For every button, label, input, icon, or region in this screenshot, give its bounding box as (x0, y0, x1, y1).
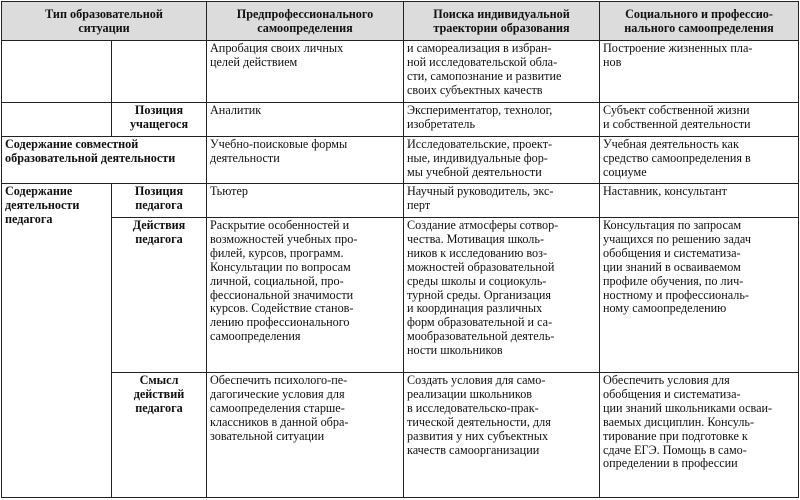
cell-line: Построение жизненных пла- (603, 41, 753, 55)
table-row (2, 137, 799, 184)
cell-line: ной исследовательской обла- (407, 54, 558, 69)
cell-line: Обеспечить условия для (603, 373, 730, 387)
header-pre-line: Предпрофессионального (236, 7, 374, 22)
cell-line: Консультация по запросам (603, 218, 742, 232)
header-social-line: нального самоопределения (624, 20, 774, 35)
cell-line: развития у них субъектных (407, 428, 549, 443)
social-cell (600, 41, 799, 103)
cell-line: фессиональной значимости (210, 287, 354, 302)
cell-line: целей действием (210, 54, 298, 69)
search-cell (404, 41, 600, 103)
header-search-line: Поиска индивидуальной (433, 7, 570, 22)
cell-line: определении в профессии (603, 456, 738, 471)
cell-line: сдаче ЕГЭ. Помощь в само- (603, 442, 747, 457)
label-line: Позиция (134, 184, 184, 198)
cell-line: изобретатель (407, 116, 476, 131)
cell-line: форм образовательной и са- (407, 315, 553, 330)
search-cell (404, 184, 600, 218)
header-social (600, 2, 799, 41)
header-row (2, 2, 799, 41)
social-cell (600, 184, 799, 218)
row-label-joint-activity (2, 137, 207, 184)
cell-line: профиле обучения, по лич- (603, 273, 744, 288)
cell-line: и координация различных (407, 301, 543, 316)
label-line: Содержание (5, 184, 73, 198)
educational-situation-table (1, 1, 799, 498)
cell-line: социуме (603, 164, 647, 179)
cell-line: возможностей учебных про- (210, 231, 358, 246)
cell-line: ностному и профессиональ- (603, 287, 749, 302)
cell-line: филей, курсов, программ. (210, 245, 344, 260)
header-social-line: Социального и профессио- (625, 7, 773, 22)
row-group-teacher-activity (2, 184, 112, 498)
header-type-line: ситуации (78, 20, 130, 35)
cell-line: самоопределения старше- (210, 400, 345, 415)
cell-line: тирование при подготовке к (603, 428, 748, 443)
header-preprofessional (207, 2, 404, 41)
empty-cell (112, 41, 207, 103)
cell-line: перт (407, 197, 431, 212)
pre-cell (207, 184, 404, 218)
cell-line: в исследовательско-прак- (407, 400, 539, 415)
search-cell (404, 103, 600, 137)
social-cell (600, 373, 799, 498)
row-label-student-position (112, 103, 207, 137)
cell-line: лению профессионального (210, 315, 350, 330)
table-row (2, 373, 799, 498)
cell-line: можностей образовательной (407, 259, 555, 274)
pre-cell (207, 137, 404, 184)
table-row (2, 41, 799, 103)
cell-line: сти, самопознание и развитие (407, 68, 562, 83)
cell-line: Наставник, консультант (603, 184, 727, 198)
row-label-teacher-meaning (112, 373, 207, 498)
search-cell (404, 218, 600, 373)
cell-line: ваемых дисциплин. Консуль- (603, 414, 755, 429)
cell-line: курсов. Содействие станов- (210, 301, 354, 316)
cell-line: реализации школьников (407, 386, 533, 401)
cell-line: Апробация своих личных (210, 41, 344, 55)
cell-line: личной, социальной, про- (210, 273, 344, 288)
pre-cell (207, 373, 404, 498)
table-row (2, 218, 799, 373)
cell-line: и собственной деятельности (603, 116, 751, 131)
label-line: учащегося (129, 116, 189, 131)
cell-line: самоопределения (210, 329, 301, 344)
cell-line: и самореализация в избран- (407, 41, 552, 55)
pre-cell (207, 218, 404, 373)
cell-line: учащихся по решению задач (603, 231, 751, 246)
cell-line: ные, индивидуальные фор- (407, 150, 548, 165)
label-line: Позиция (134, 103, 184, 117)
header-search-line: траектории образования (433, 20, 570, 35)
cell-line: Раскрытие особенностей и (210, 218, 350, 232)
cell-line: ности школьников (407, 343, 503, 358)
table-row (2, 103, 799, 137)
cell-line: качеств самоорганизации (407, 442, 540, 457)
cell-line: Учебно-поисковые формы (210, 137, 348, 151)
cell-line: средство самоопределения в (603, 150, 751, 165)
cell-line: ции знаний в осваиваемом (603, 259, 741, 274)
cell-line: Обеспечить психолого-пе- (210, 373, 348, 387)
label-line: Содержание совместной (5, 137, 139, 151)
header-trajectory (404, 2, 600, 41)
label-line: педагога (5, 211, 53, 226)
cell-line: Создать условия для само- (407, 373, 546, 387)
label-line: деятельности (5, 197, 80, 212)
pre-cell (207, 41, 404, 103)
pre-cell (207, 103, 404, 137)
cell-line: ников к исследованию воз- (407, 245, 548, 260)
empty-cell (2, 103, 112, 137)
label-line: педагога (135, 197, 183, 212)
cell-line: Субъект собственной жизни (603, 103, 750, 117)
cell-line: Создание атмосферы сотвор- (407, 218, 559, 232)
search-cell (404, 373, 600, 498)
cell-line: зовательной ситуации (210, 428, 325, 443)
cell-line: своих субъектных качеств (407, 82, 543, 97)
cell-line: среды школы и социокуль- (407, 273, 547, 288)
header-type (2, 2, 207, 41)
cell-line: Научный руководитель, экс- (407, 184, 554, 198)
cell-line: нов (603, 54, 622, 69)
cell-line: Консультации по вопросам (210, 259, 351, 274)
cell-line: Тьютер (210, 184, 249, 198)
search-cell (404, 137, 600, 184)
cell-line: тической деятельности, для (407, 414, 551, 429)
cell-line: чества. Мотивация школь- (407, 231, 545, 246)
label-line: педагога (135, 231, 183, 246)
cell-line: ции знаний школьниками осваи- (603, 400, 773, 415)
cell-line: Исследовательские, проект- (407, 137, 553, 151)
cell-line: классников в данной обра- (210, 414, 349, 429)
cell-line: дагогические условия для (210, 386, 345, 401)
cell-line: обобщения и систематиза- (603, 386, 741, 401)
cell-line: турной среды. Организация (407, 287, 551, 302)
cell-line: деятельности (210, 150, 280, 165)
empty-cell (2, 41, 112, 103)
cell-line: ному самоопределению (603, 301, 727, 316)
label-line: Действия (132, 218, 186, 232)
label-line: действий (133, 386, 185, 401)
row-label-teacher-actions (112, 218, 207, 373)
label-line: Смысл (139, 373, 179, 387)
label-line: педагога (135, 400, 183, 415)
cell-line: мообразовательной деятель- (407, 329, 555, 344)
label-line: образовательной деятельности (5, 150, 176, 165)
social-cell (600, 103, 799, 137)
header-type-line: Тип образовательной (45, 7, 163, 22)
table-row (2, 184, 799, 218)
cell-line: Экспериментатор, технолог, (407, 103, 553, 117)
row-label-teacher-position (112, 184, 207, 218)
social-cell (600, 137, 799, 184)
header-pre-line: самоопределения (257, 20, 353, 35)
social-cell (600, 218, 799, 373)
cell-line: мы учебной деятельности (407, 164, 542, 179)
cell-line: обобщения и систематиза- (603, 245, 741, 260)
cell-line: Учебная деятельность как (603, 137, 739, 151)
cell-line: Аналитик (210, 103, 262, 117)
